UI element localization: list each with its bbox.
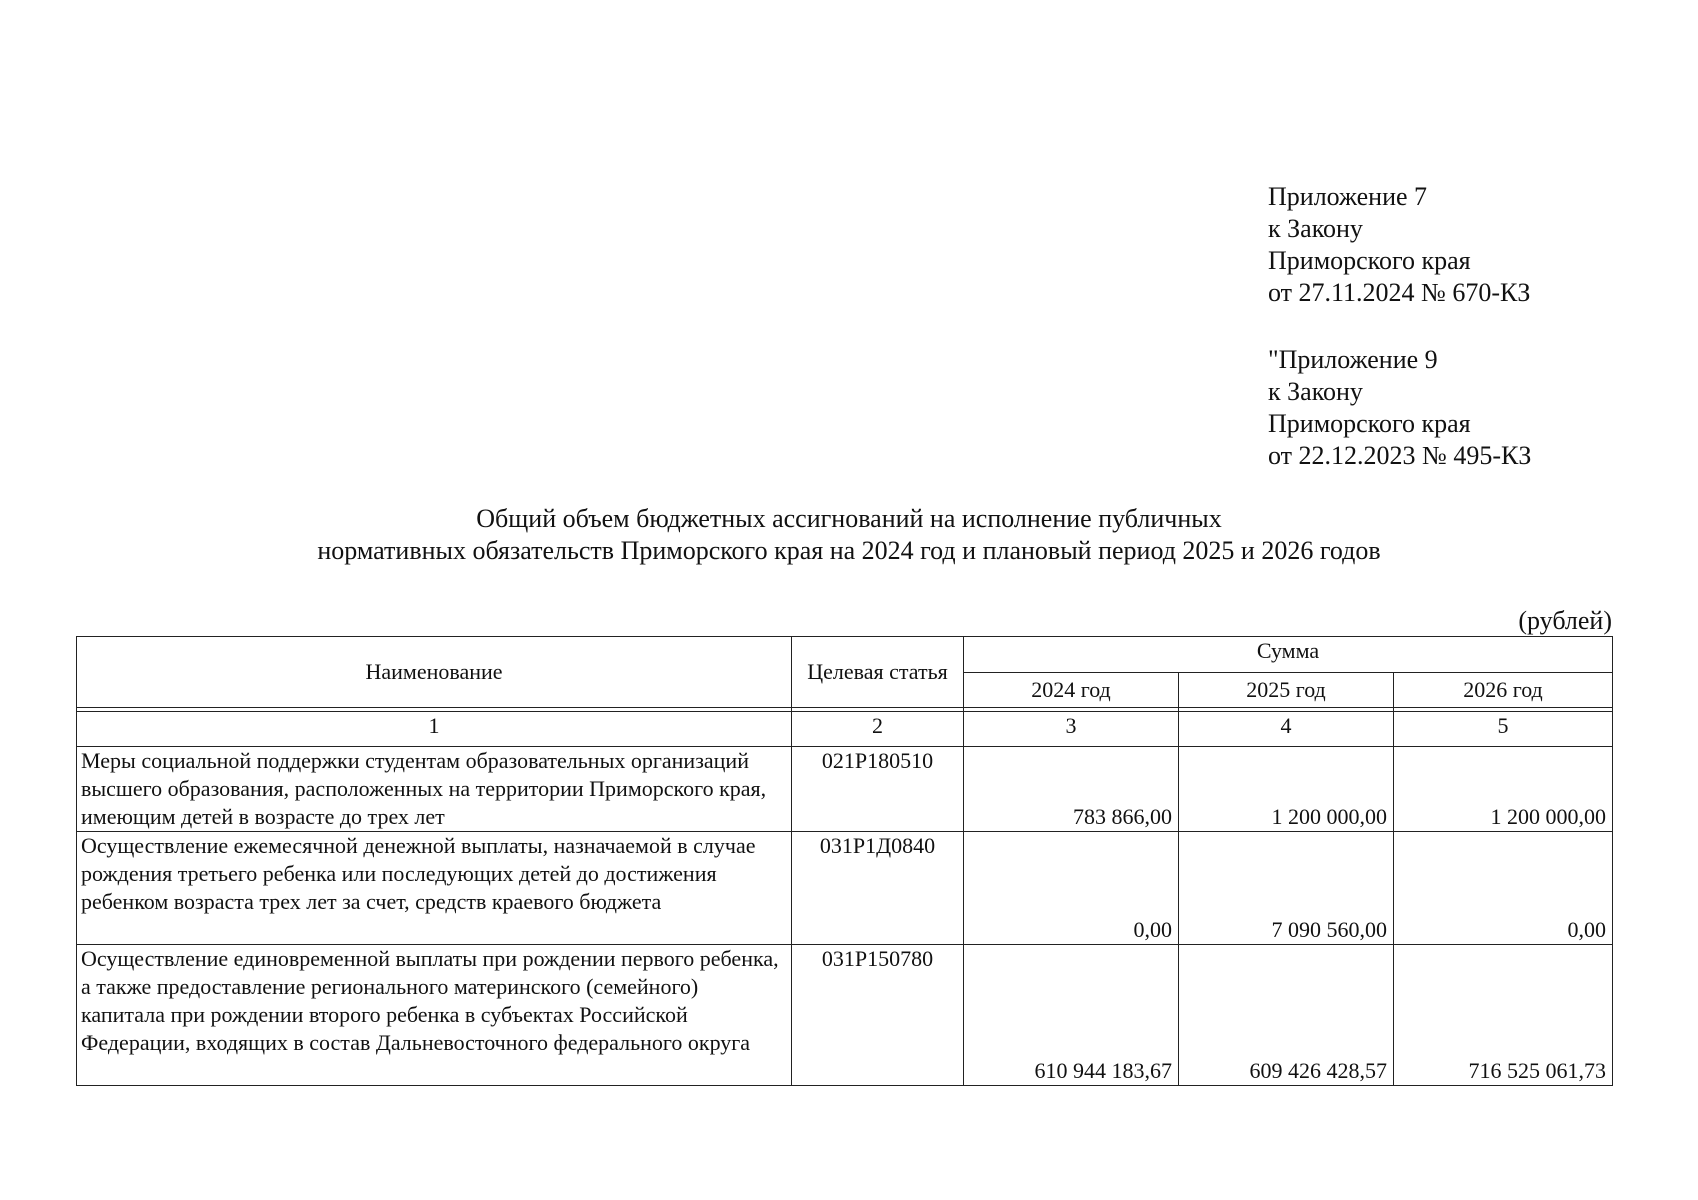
row-amount-2024: 0,00	[964, 832, 1179, 945]
column-number: 5	[1394, 712, 1613, 747]
header-year-2024: 2024 год	[964, 672, 1179, 708]
appendix-title: Приложение 7	[1268, 182, 1428, 211]
header-sum: Сумма	[964, 637, 1613, 673]
row-amount-2025: 7 090 560,00	[1179, 832, 1394, 945]
row-amount-2026: 716 525 061,73	[1394, 945, 1613, 1086]
appendix-title: "Приложение 9	[1268, 345, 1438, 374]
row-amount-2026: 0,00	[1394, 832, 1613, 945]
appendix-date-number: от 27.11.2024 № 670-КЗ	[1268, 278, 1531, 307]
appendix-amended-reference	[1268, 344, 1531, 472]
row-name: Осуществление ежемесячной денежной выплаты, назначаемой в случае рождения третьего ребенка или последующих детей до достижения ребенком возраста трех лет за счет, средств краевого бюджета	[77, 832, 792, 945]
row-name: Меры социальной поддержки студентам образовательных организаций высшего образования, расположенных на территории Приморского края, имеющим детей в возрасте до трех лет	[77, 747, 792, 832]
header-target-article: Целевая статья	[792, 637, 964, 708]
row-amount-2024: 610 944 183,67	[964, 945, 1179, 1086]
units-label: (рублей)	[1518, 606, 1612, 635]
document-title	[0, 503, 1698, 567]
appendix-law-label: к Закону	[1268, 377, 1363, 406]
row-target-article: 031P1Д0840	[792, 832, 964, 945]
row-amount-2024: 783 866,00	[964, 747, 1179, 832]
appendix-region: Приморского края	[1268, 409, 1471, 438]
column-number: 4	[1179, 712, 1394, 747]
header-year-2025: 2025 год	[1179, 672, 1394, 708]
row-amount-2025: 1 200 000,00	[1179, 747, 1394, 832]
appendix-law-label: к Закону	[1268, 214, 1363, 243]
row-target-article: 031P150780	[792, 945, 964, 1086]
column-number-row	[77, 712, 1613, 747]
title-line-1: Общий объем бюджетных ассигнований на исполнение публичных	[476, 504, 1222, 533]
column-number: 3	[964, 712, 1179, 747]
row-name: Осуществление единовременной выплаты при рождении первого ребенка, а также предоставление регионального материнского (семейного) капитала при рождении второго ребенка в субъектах Российской Федерации, входящих в состав Дальневосточного федерального округа	[77, 945, 792, 1086]
appendix-region: Приморского края	[1268, 246, 1471, 275]
column-number: 2	[792, 712, 964, 747]
appendix-date-number: от 22.12.2023 № 495-КЗ	[1268, 441, 1532, 470]
header-year-2026: 2026 год	[1394, 672, 1613, 708]
table-row	[77, 747, 1613, 832]
row-amount-2025: 609 426 428,57	[1179, 945, 1394, 1086]
row-amount-2026: 1 200 000,00	[1394, 747, 1613, 832]
row-target-article: 021P180510	[792, 747, 964, 832]
header-name: Наименование	[77, 637, 792, 708]
column-number: 1	[77, 712, 792, 747]
table-row	[77, 945, 1613, 1086]
appendix-current-reference	[1268, 181, 1530, 309]
title-line-2: нормативных обязательств Приморского края на 2024 год и плановый период 2025 и 2026 годов	[317, 536, 1381, 565]
budget-table	[76, 636, 1613, 1086]
table-row	[77, 832, 1613, 945]
